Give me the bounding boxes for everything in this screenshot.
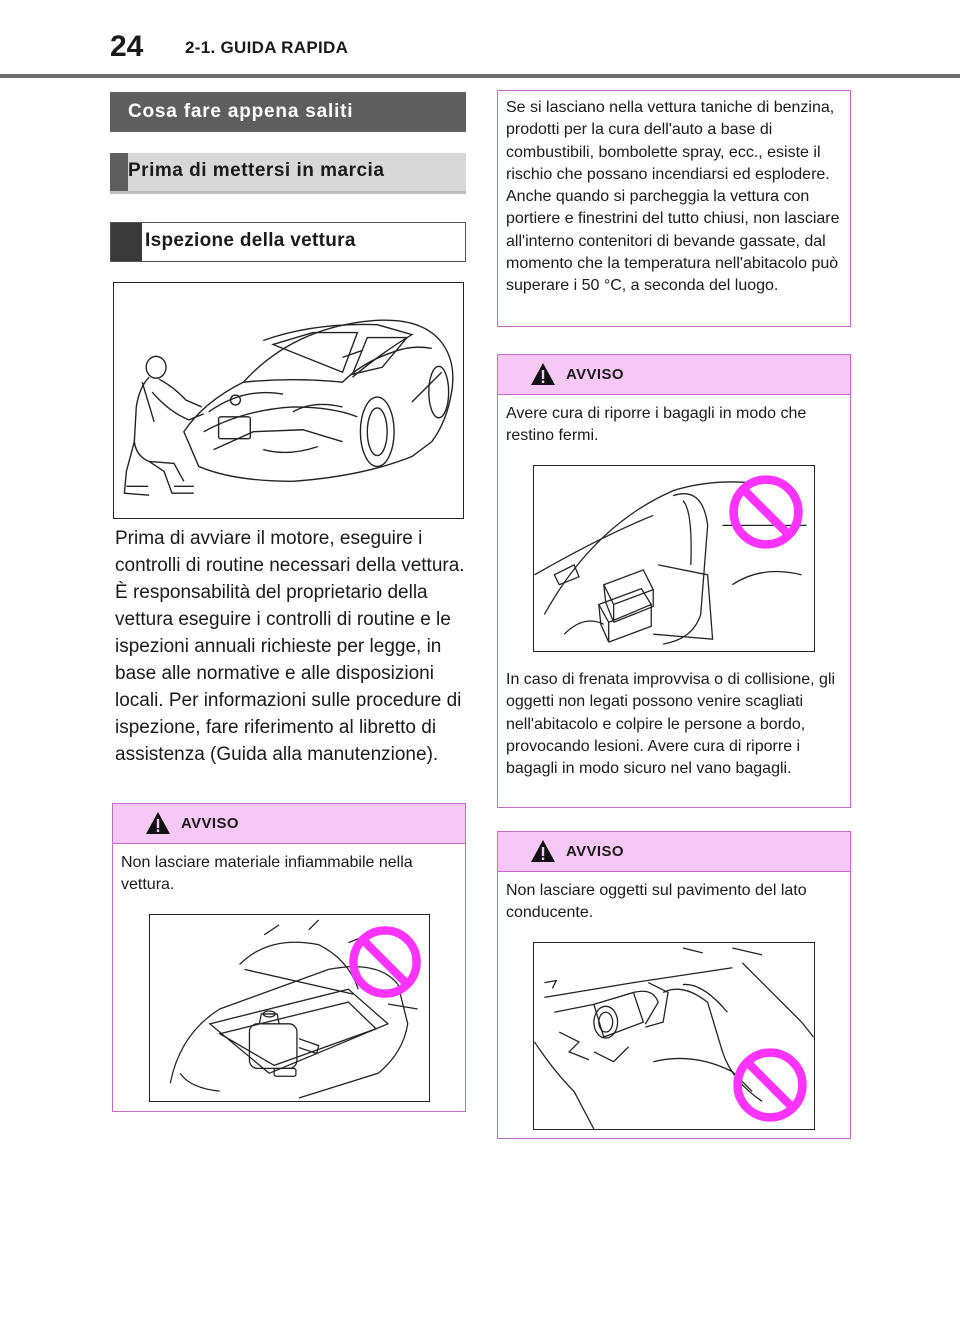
sub-heading-bar: [110, 153, 128, 191]
warning-label: AVVISO: [566, 366, 624, 383]
warning-text-bottom: In caso di frenata improvvisa o di collisione, gli oggetti non legati possono venire scagliati nell'abitacolo e colpire le persone a bordo, provocando lesioni. Avere cura di riporre i bagagli in modo sicuro nel vano bagagli.: [506, 671, 836, 778]
main-heading: Cosa fare appena saliti: [110, 92, 466, 132]
warning-label: AVVISO: [181, 815, 239, 832]
warning-triangle-icon: [530, 839, 556, 863]
warning-flammable: [112, 803, 466, 1112]
warning-header: [498, 355, 850, 395]
prohibition-icon: [726, 472, 806, 552]
warning-text: Non lasciare oggetti sul pavimento del lato conducente.: [506, 882, 807, 922]
header-rule: [0, 74, 960, 78]
prohibition-icon: [730, 1045, 810, 1125]
trunk-illustration: [149, 914, 430, 1102]
luggage-illustration: [533, 465, 815, 652]
page-number: 24: [110, 30, 144, 63]
warning-header: [113, 804, 465, 844]
warning-luggage: [497, 354, 851, 808]
warning-text-top: Avere cura di riporre i bagagli in modo che restino fermi.: [506, 405, 807, 445]
warning-floor: [497, 831, 851, 1139]
item-heading: [110, 222, 466, 262]
warning-header: [498, 832, 850, 872]
item-heading-text: Ispezione della vettura: [145, 230, 356, 251]
warning-label: AVVISO: [566, 843, 624, 860]
sub-heading-text: Prima di mettersi in marcia: [128, 160, 385, 181]
warning-text: Non lasciare materiale infiammabile nella vettura.: [121, 854, 413, 894]
section-label: 2-1. GUIDA RAPIDA: [185, 38, 349, 57]
item-heading-bar: [111, 223, 142, 261]
floor-illustration: [533, 942, 815, 1130]
cans-note: Se si lasciano nella vettura taniche di benzina, prodotti per la cura dell'auto a base di combustibili, bombolette spray, ecc., esiste il rischio che possano incendiarsi ed esplodere. Anche quando si parcheggia la vettura con portiere e finestrini del tutto chiusi, non lasciare all'interno contenitori di bevande gassate, dal momento che la temperatura nell'abitacolo può superare i 50 °C, a seconda del luogo.: [497, 90, 851, 327]
warning-triangle-icon: [145, 811, 171, 835]
prohibition-icon: [346, 923, 424, 1001]
sub-heading: [110, 153, 466, 194]
inspection-illustration: [113, 282, 464, 519]
warning-triangle-icon: [530, 362, 556, 386]
body-paragraph: Prima di avviare il motore, eseguire i controlli di routine necessari della vettura. È responsabilità del proprietario della vettura eseguire i controlli di routine e le ispezioni annuali richieste per legge, in base alle normative e alle disposizioni locali. Per informazioni sulle procedure di ispezione, fare riferimento al libretto di assistenza (Guida alla manutenzione).: [115, 528, 465, 765]
